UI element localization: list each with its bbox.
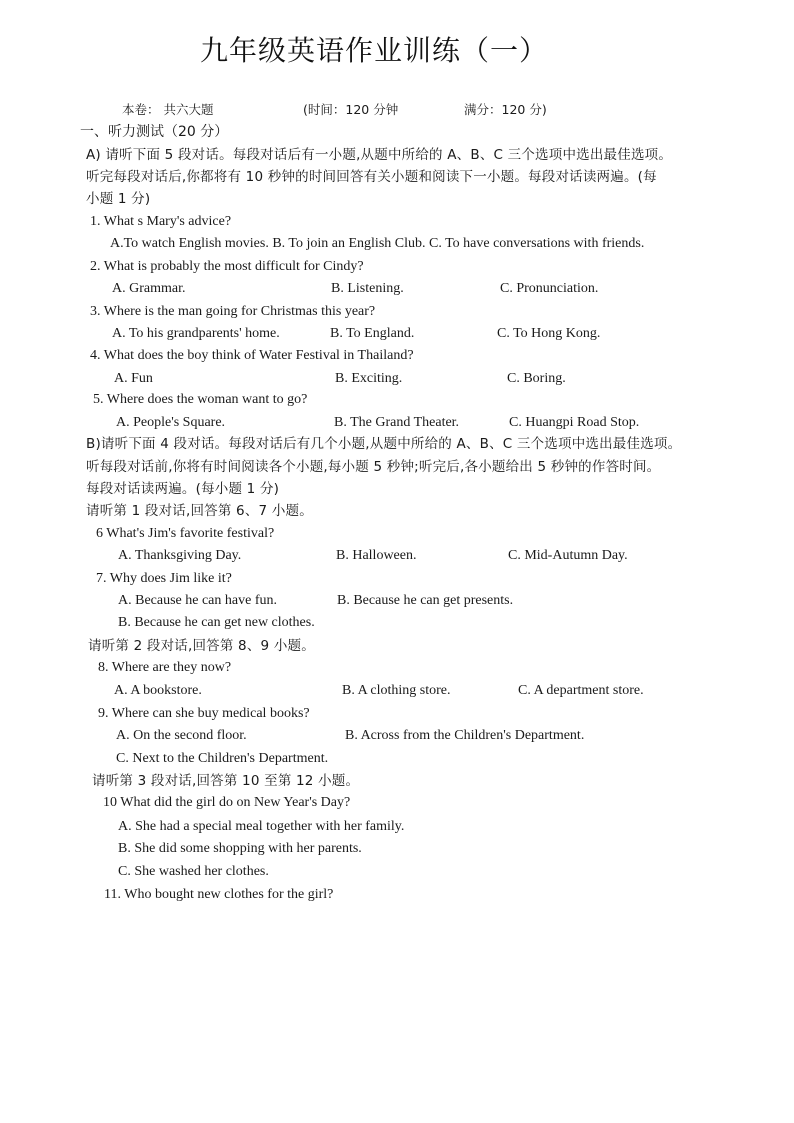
option-c: C. A department store. xyxy=(518,683,644,698)
question-1-options: A.To watch English movies. B. To join an English Club. C. To have conversations with friends. xyxy=(110,236,645,251)
dialog-3-heading: 请听第 3 段对话,回答第 10 至第 12 小题。 xyxy=(92,773,360,789)
question-8: 8. Where are they now? xyxy=(98,660,232,675)
dialog-2-heading: 请听第 2 段对话,回答第 8、9 小题。 xyxy=(88,638,315,654)
page-title: 九年级英语作业训练（一） xyxy=(200,34,549,67)
exam-score: 满分：120 分) xyxy=(464,102,547,117)
option-c: C. To Hong Kong. xyxy=(497,326,601,341)
option-a: A. Grammar. xyxy=(112,281,186,296)
dialog-1-heading: 请听第 1 段对话,回答第 6、7 小题。 xyxy=(86,503,313,519)
question-7: 7. Why does Jim like it? xyxy=(96,571,232,586)
question-11: 11. Who bought new clothes for the girl? xyxy=(104,887,334,902)
option-c: C. Boring. xyxy=(507,371,566,386)
part-a-instruction: 听完每段对话后,你都将有 10 秒钟的时间回答有关小题和阅读下一小题。每段对话读两遍。(每 xyxy=(86,169,657,185)
question-4: 4. What does the boy think of Water Festival in Thailand? xyxy=(90,348,414,363)
option-a: A. Thanksgiving Day. xyxy=(118,548,242,563)
question-9: 9. Where can she buy medical books? xyxy=(98,706,310,721)
option-b: B. Exciting. xyxy=(335,371,403,386)
option-b: B. A clothing store. xyxy=(342,683,451,698)
option-a: A. She had a special meal together with her family. xyxy=(118,819,405,834)
option-a: A. To his grandparents' home. xyxy=(112,326,280,341)
part-b-instruction: 听每段对话前,你将有时间阅读各个小题,每小题 5 秒钟;听完后,各小题给出 5 秒钟的作答时间。 xyxy=(86,459,661,475)
part-b-instruction: 每段对话读两遍。(每小题 1 分) xyxy=(86,481,280,497)
question-1: 1. What s Mary's advice? xyxy=(90,214,232,229)
exam-time: (时间：120 分钟 xyxy=(303,102,399,117)
question-10: 10 What did the girl do on New Year's Day? xyxy=(103,795,351,810)
part-a-instruction: A) 请听下面 5 段对话。每段对话后有一小题,从题中所给的 A、B、C 三个选项中选出最佳选项。 xyxy=(86,147,673,163)
option-a: A. On the second floor. xyxy=(116,728,247,743)
option-b: B. Listening. xyxy=(331,281,404,296)
question-6: 6 What's Jim's favorite festival? xyxy=(96,526,275,541)
option-b: B. Across from the Children's Department. xyxy=(345,728,585,743)
question-3: 3. Where is the man going for Christmas this year? xyxy=(90,304,376,319)
part-a-instruction: 小题 1 分) xyxy=(86,191,151,207)
question-5: 5. Where does the woman want to go? xyxy=(93,392,308,407)
option-c: C. Next to the Children's Department. xyxy=(116,751,329,766)
option-a: A. People's Square. xyxy=(116,415,226,430)
option-c: C. Pronunciation. xyxy=(500,281,599,296)
section-heading: 一、听力测试（20 分） xyxy=(80,124,229,140)
option-c: C. Mid-Autumn Day. xyxy=(508,548,628,563)
option-a: A. Because he can have fun. xyxy=(118,593,277,608)
option-c: C. She washed her clothes. xyxy=(118,864,269,879)
option-b: B. The Grand Theater. xyxy=(334,415,460,430)
option-b: B. She did some shopping with her parents. xyxy=(118,841,362,856)
option-b: B. To England. xyxy=(330,326,415,341)
option-b: B. Halloween. xyxy=(336,548,417,563)
option-c: C. Huangpi Road Stop. xyxy=(509,415,640,430)
option-a: A. A bookstore. xyxy=(114,683,202,698)
option-b: B. Because he can get presents. xyxy=(337,593,514,608)
question-2: 2. What is probably the most difficult for Cindy? xyxy=(90,259,364,274)
exam-volume: 本卷： 共六大题 xyxy=(122,102,214,117)
option-b-extra: B. Because he can get new clothes. xyxy=(118,615,315,630)
part-b-instruction: B)请听下面 4 段对话。每段对话后有几个小题,从题中所给的 A、B、C 三个选项中选出最佳选项。 xyxy=(86,436,682,452)
option-a: A. Fun xyxy=(114,371,153,386)
